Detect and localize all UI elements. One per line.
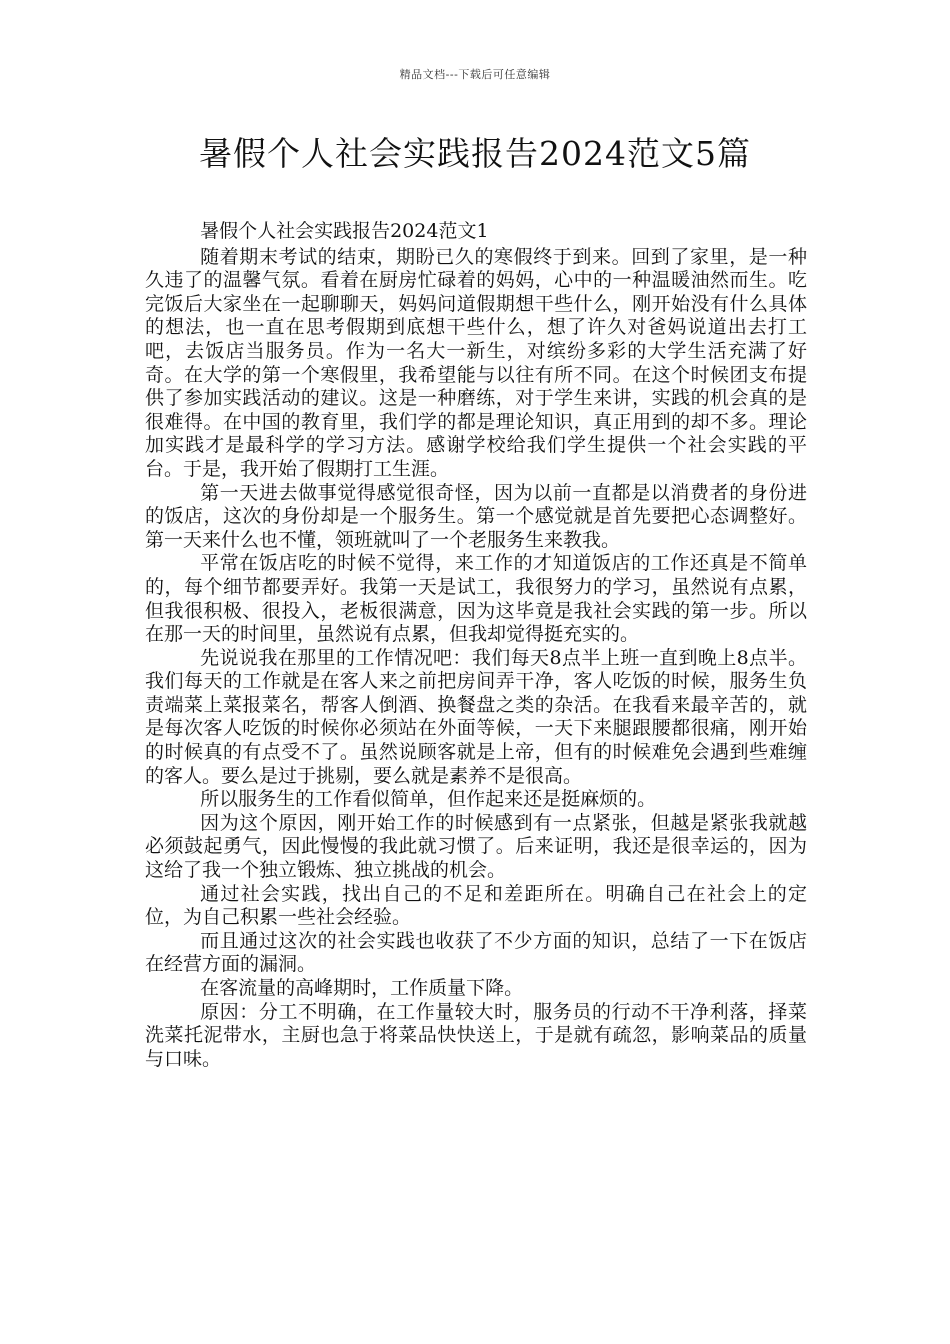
paragraph: 原因：分工不明确，在工作量较大时，服务员的行动不干净利落，择菜洗菜托泥带水，主厨也急于将菜品快快送上，于是就有疏忽，影响菜品的质量与口味。 (145, 1000, 807, 1070)
paragraph: 通过社会实践，找出自己的不足和差距所在。明确自己在社会上的定位，为自己积累一些社会经验。 (145, 882, 807, 929)
header-note: 精品文档---下载后可任意编辑 (399, 68, 551, 81)
paragraph: 先说说我在那里的工作情况吧：我们每天8点半上班一直到晚上8点半。我们每天的工作就是在客人来之前把房间弄干净，客人吃饭的时候，服务生负责端菜上菜报菜名，帮客人倒酒、换餐盘之类的杂活。在我看来最辛苦的，就是每次客人吃饭的时候你必须站在外面等候，一天下来腿跟腰都很痛，刚开始的时候真的有点受不了。虽然说顾客就是上帝，但有的时候难免会遇到些难缠的客人。要么是过于挑剔，要么就是素养不是很高。 (145, 646, 807, 787)
paragraph: 所以服务生的工作看似简单，但作起来还是挺麻烦的。 (200, 788, 657, 811)
paragraph: 第一天进去做事觉得感觉很奇怪，因为以前一直都是以消费者的身份进的饭店，这次的身份却是一个服务生。第一个感觉就是首先要把心态调整好。第一天来什么也不懂，领班就叫了一个老服务生来教我。 (145, 481, 807, 551)
paragraph: 平常在饭店吃的时候不觉得，来工作的才知道饭店的工作还真是不简单的，每个细节都要弄好。我第一天是试工，我很努力的学习，虽然说有点累，但我很积极、很投入，老板很满意，因为这毕竟是我社会实践的第一步。所以在那一天的时间里，虽然说有点累，但我却觉得挺充实的。 (145, 552, 807, 646)
paragraph: 随着期末考试的结束，期盼已久的寒假终于到来。回到了家里，是一种久违了的温馨气氛。看着在厨房忙碌着的妈妈，心中的一种温暖油然而生。吃完饭后大家坐在一起聊聊天，妈妈问道假期想干些什么，刚开始没有什么具体的想法，也一直在思考假期到底想干些什么，想了许久对爸妈说道出去打工吧，去饭店当服务员。作为一名大一新生，对缤纷多彩的大学生活充满了好奇。在大学的第一个寒假里，我希望能与以往有所不同。在这个时候团支布提供了参加实践活动的建议。这是一种磨练，对于学生来讲，实践的机会真的是很难得。在中国的教育里，我们学的都是理论知识，真正用到的却不多。理论加实践才是最科学的学习方法。感谢学校给我们学生提供一个社会实践的平台。于是，我开始了假期打工生涯。 (145, 245, 807, 480)
paragraph: 在客流量的高峰期时，工作质量下降。 (200, 977, 524, 999)
paragraph: 因为这个原因，刚开始工作的时候感到有一点紧张，但越是紧张我就越必须鼓起勇气，因此慢慢的我此就习惯了。后来证明，我还是很幸运的，因为这给了我一个独立锻炼、独立挑战的机会。 (145, 811, 807, 882)
document-body (145, 220, 807, 1071)
section-heading: 暑假个人社会实践报告2024范文1 (200, 220, 489, 242)
document-title: 暑假个人社会实践报告2024范文5篇 (199, 134, 751, 173)
paragraph: 而且通过这次的社会实践也收获了不少方面的知识，总结了一下在饭店在经营方面的漏洞。 (145, 929, 807, 976)
